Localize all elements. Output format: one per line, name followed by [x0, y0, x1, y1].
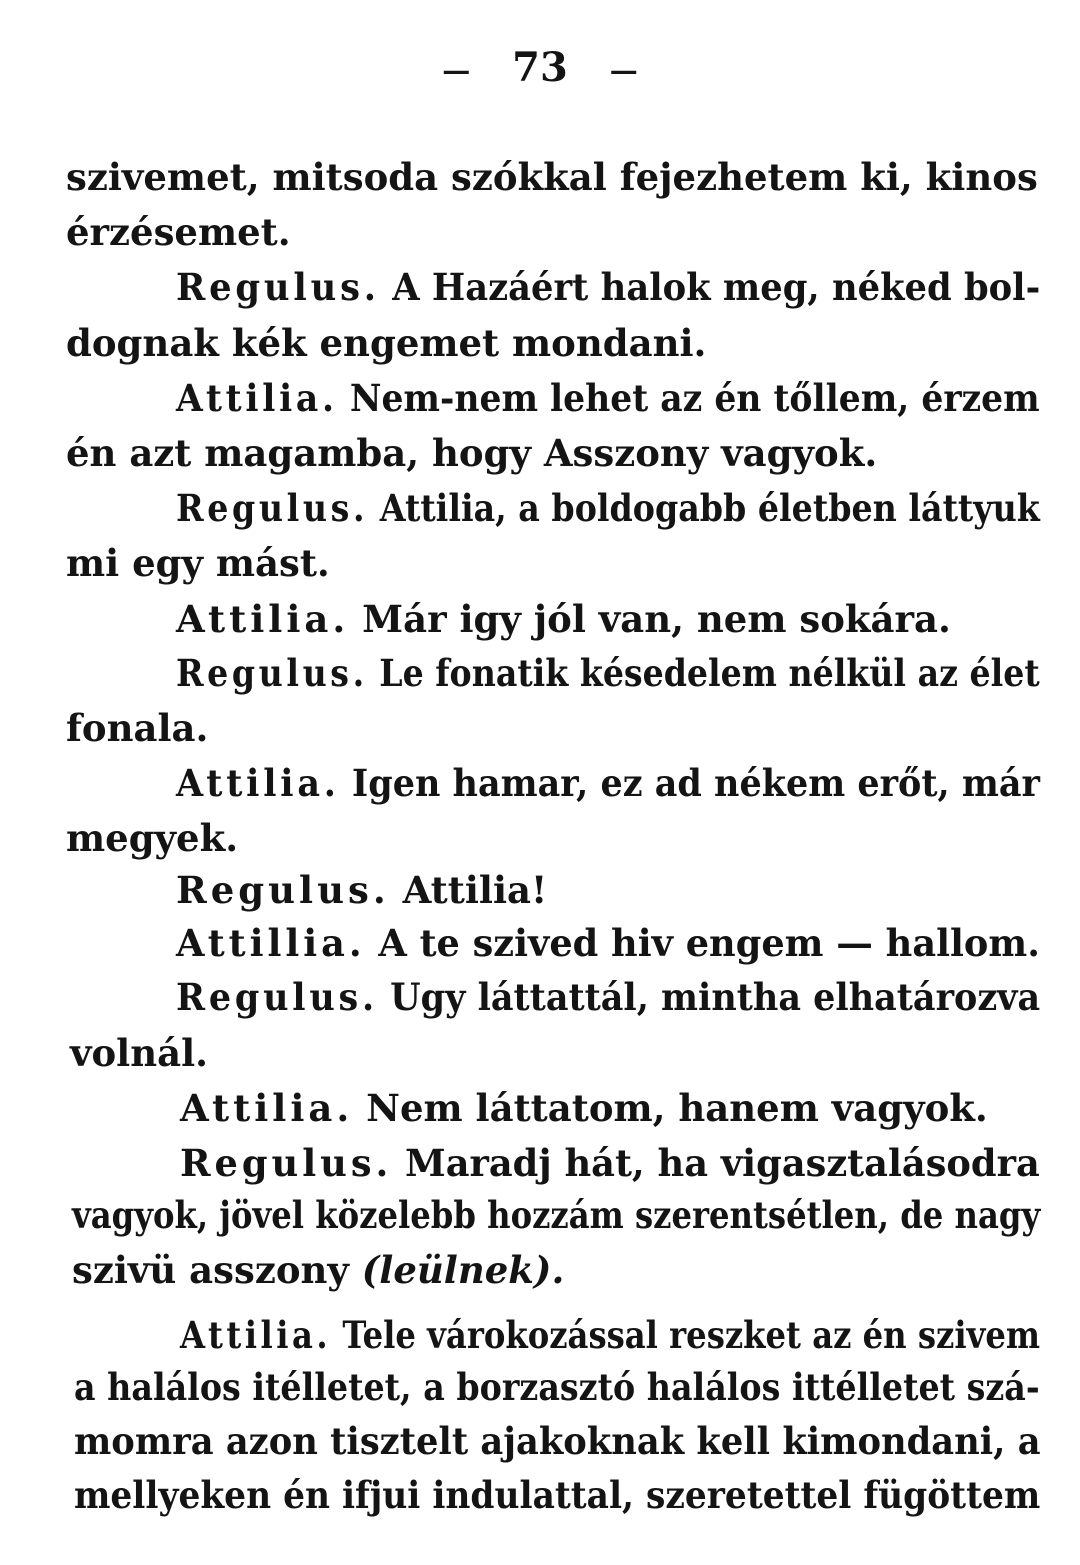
speaker-name: Regulus. [176, 868, 390, 912]
dialogue-line: Attilia. Nem láttatom, hanem vagyok. [180, 1086, 988, 1130]
text-line: momra azon tisztelt ajakoknak kell kimondani, a [74, 1419, 1041, 1463]
text-line: szivü asszony (leülnek). [72, 1248, 565, 1292]
speaker-name: Regulus. [176, 975, 378, 1019]
speaker-name: Regulus. [176, 651, 368, 695]
text-line: vagyok, jövel közelebb hozzám szerentsétlen, de nagy [72, 1193, 1041, 1237]
text-line: mi egy mást. [66, 541, 330, 585]
text-line: dognak kék engemet mondani. [66, 321, 707, 365]
text-line: mellyeken én ifjui indulattal, szeretettel fügöttem [74, 1473, 1041, 1517]
page-header [0, 38, 1080, 101]
dialogue-line: Regulus. Le fonatik késedelem nélkül az élet [176, 651, 1040, 695]
text-line: szivemet, mitsoda szókkal fejezhetem ki, kinos [66, 155, 1038, 199]
stage-direction: (leülnek). [361, 1248, 565, 1292]
dialogue-line: Regulus. A Hazáért halok meg, néked bol- [176, 265, 1041, 309]
dialogue-line: Attillia. A te szived hiv engem — hallom. [176, 921, 1040, 965]
speaker-name: Attilia. [180, 1086, 354, 1130]
speaker-name: Attilia. [176, 376, 338, 420]
speaker-name: Regulus. [176, 486, 369, 530]
dialogue-line: Regulus. Attilia! [176, 868, 548, 912]
dialogue-line: Regulus. Ugy láttattál, mintha elhatározva [176, 975, 1041, 1019]
text-line: megyek. [66, 816, 239, 860]
speaker-name: Attilia. [180, 1313, 332, 1357]
header-dash-right: — [609, 54, 638, 87]
speaker-name: Regulus. [176, 265, 380, 309]
text-line: én azt magamba, hogy Asszony vagyok. [66, 431, 878, 475]
speaker-name: Attilia. [176, 597, 350, 641]
dialogue-line: Attilia. Nem-nem lehet az én tőllem, érzem [176, 376, 1040, 420]
speaker-name: Regulus. [180, 1141, 393, 1185]
text-line: fonala. [66, 706, 209, 750]
page-number: 73 [512, 44, 568, 91]
speaker-name: Attillia. [176, 921, 366, 965]
dialogue-line: Attilia. Már igy jól van, nem sokára. [176, 597, 951, 641]
text-line: a halálos itélletet, a borzasztó halálos ittélletet szá- [74, 1365, 1040, 1409]
text-line: érzésemet. [66, 210, 291, 254]
dialogue-line: Attilia. Tele várokozással reszket az én szivem [180, 1313, 1041, 1357]
speaker-name: Attilia. [176, 761, 340, 805]
dialogue-line: Attilia. Igen hamar, ez ad nékem erőt, már [176, 761, 1040, 805]
header-dash-left: — [442, 54, 471, 87]
text-line: volnál. [70, 1031, 209, 1075]
dialogue-line: Regulus. Maradj hát, ha vigasztalásodra [180, 1141, 1040, 1185]
dialogue-line: Regulus. Attilia, a boldogabb életben láttyuk [176, 486, 1040, 530]
